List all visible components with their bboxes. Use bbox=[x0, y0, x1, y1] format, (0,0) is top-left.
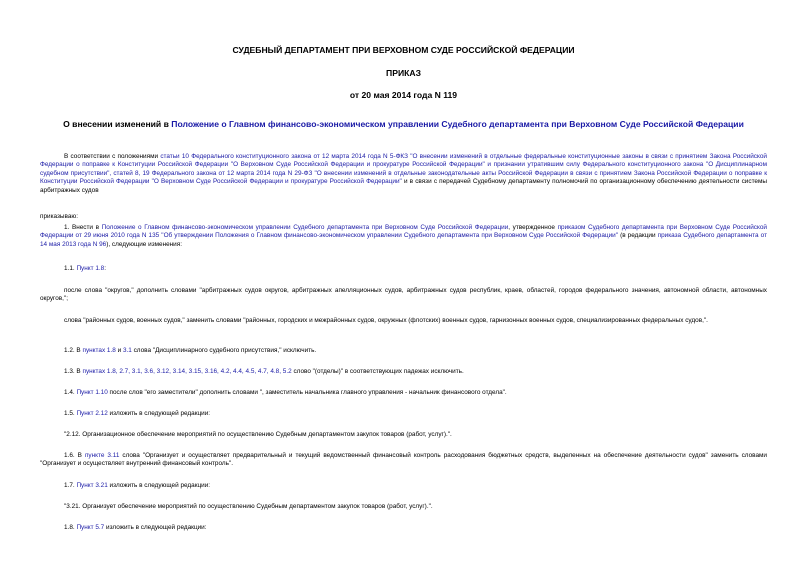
p14-link[interactable]: Пункт 1.10 bbox=[76, 389, 108, 396]
paragraph-1-7-quote: "3.21. Организует обеспечение мероприятий по осуществлению Судебным департаментом закупок товаров (работ, услуг).". bbox=[64, 503, 433, 510]
p16-text-b: слова "Организует и осуществляет предварительный и текущий ведомственный финансовый контроль расходования бюджетных средств, выделенных на обеспечение деятельности судов" заменить словами "Организует и осуществляет внутренний финансовый контроль". bbox=[40, 452, 767, 468]
paragraph-1-5-quote: "2.12. Организационное обеспечение мероприятий по осуществлению Судебным департаментом закупок товаров (работ, услуг).". bbox=[64, 431, 452, 438]
paragraph-1-8 bbox=[40, 524, 767, 532]
p1-text-d: ), следующие изменения: bbox=[106, 240, 182, 248]
p15-text-b: изложить в следующей редакции: bbox=[107, 410, 211, 417]
p1-text-b: , утвержденное bbox=[508, 224, 558, 231]
p12-link-1[interactable]: пунктах 1.8 bbox=[82, 347, 116, 354]
p18-text-a: 1.8. bbox=[64, 524, 77, 531]
paragraph-1-1 bbox=[40, 265, 767, 273]
intro-link[interactable]: статьи 10 Федерального конституционного закона от 12 марта 2014 года N 5-ФКЗ "О внесении изменений в отдельные федеральные конституционные законы в связи с принятием Закона Российской Федерации о поправке к Конституции Российской Федерации "О Верховном Суде Российской Федерации и прокуратуре Российской Федерации" и признании утратившим силу Федерального конституционного закона "О Дисциплинарном судебном присутствии", статей 8, 19 Федерального закона от 12 марта 2014 года N 29-ФЗ "О внесении изменений в отдельные законодательные акты Российской Федерации в связи с принятием Закона Российской Федерации о поправке к Конституции Российской Федерации "О Верховном Суде Российской Федерации и прокуратуре Российской Федерации" bbox=[40, 153, 767, 186]
p15-link[interactable]: Пункт 2.12 bbox=[76, 410, 108, 417]
p12-link-2[interactable]: 3.1 bbox=[122, 347, 132, 354]
paragraph-1 bbox=[40, 224, 767, 249]
title-link[interactable]: Положение о Главном финансово-экономическом управлении Судебного департамента при Верховном Суде Российской Федерации bbox=[171, 119, 744, 129]
p14-text-b: после слов "его заместители" дополнить словами ", заместитель начальника главного управления - начальник финансового отдела". bbox=[107, 389, 507, 396]
paragraph-1-6 bbox=[40, 452, 767, 469]
p16-link[interactable]: пункте 3.11 bbox=[84, 452, 120, 459]
document-title bbox=[0, 119, 807, 129]
p1-link-order-96[interactable]: приказа Судебного департамента от 14 мая 2013 года N 96 bbox=[40, 232, 768, 248]
p11-text-a: 1.1. bbox=[64, 265, 77, 272]
p16-text-a: 1.6. В bbox=[64, 452, 85, 459]
header-doc-type: ПРИКАЗ bbox=[386, 68, 421, 78]
p15-text-a: 1.5. bbox=[64, 410, 77, 417]
p13-text-a: 1.3. В bbox=[64, 368, 83, 375]
p1-link-regulation[interactable]: Положение о Главном финансово-экономическом управлении Судебного департамента при Верховном Суде Российской Федерации bbox=[101, 224, 509, 231]
paragraph-1-7 bbox=[40, 482, 767, 490]
p1-text-c: (в редакции bbox=[618, 232, 658, 240]
p12-text-c: слова "Дисциплинарного судебного присутствия," исключить. bbox=[131, 347, 317, 354]
paragraph-1-3 bbox=[40, 368, 767, 376]
p13-link[interactable]: пунктах 1.8, 2.7, 3.1, 3.6, 3.12, 3.14, 3.15, 3.16, 4.2, 4.4, 4.5, 4.7, 4.8, 5.2 bbox=[82, 368, 292, 375]
p17-link[interactable]: Пункт 3.21 bbox=[76, 482, 108, 489]
p13-text-b: слово "(отделы)" в соответствующих падежах исключить. bbox=[291, 368, 464, 375]
header-org: СУДЕБНЫЙ ДЕПАРТАМЕНТ ПРИ ВЕРХОВНОМ СУДЕ РОССИЙСКОЙ ФЕДЕРАЦИИ bbox=[232, 45, 575, 55]
preamble-paragraph bbox=[40, 153, 767, 195]
paragraph-1-4 bbox=[40, 389, 767, 397]
intro-text-b: и в связи с передачей Судебному департаменту полномочий по организационному обеспечению деятельности системы арбитражных судов bbox=[40, 178, 767, 194]
intro-text-a: В соответствии с положениями bbox=[64, 153, 161, 160]
p1-link-order-135[interactable]: приказом Судебного департамента при Верховном Суде Российской Федерации от 29 июня 2010 года N 135 "Об утверждении Положения о Главном финансово-экономическом управлении Судебного департамента при Верховном Суде Российской Федерации" bbox=[40, 224, 767, 240]
paragraph-1-1-item-1: после слова "округов," дополнить словами "арбитражных судов округов, арбитражных апелляционных судов, арбитражных судов республик, краев, областей, городов федерального значения, автономной области, автономных округов,"; bbox=[40, 287, 767, 303]
title-prefix: О внесении изменений в bbox=[63, 119, 172, 129]
paragraph-1-2 bbox=[40, 347, 767, 355]
p11-text-b: : bbox=[104, 265, 106, 272]
header-date-number: от 20 мая 2014 года N 119 bbox=[349, 90, 458, 100]
p11-link[interactable]: Пункт 1.8 bbox=[76, 265, 105, 272]
p18-text-b: изложить в следующей редакции: bbox=[104, 524, 207, 531]
p12-text-a: 1.2. В bbox=[64, 347, 83, 354]
p17-text-a: 1.7. bbox=[64, 482, 77, 489]
paragraph-1-1-item-2: слова "районных судов, военных судов," заменить словами "районных, городских и межрайонных судов, окружных (флотских) военных судов, гарнизонных военных судов, специализированных федеральных судов,". bbox=[64, 317, 708, 324]
p14-text-a: 1.4. bbox=[64, 389, 77, 396]
paragraph-1-5 bbox=[40, 410, 767, 418]
p12-text-b: и bbox=[115, 347, 123, 354]
p17-text-b: изложить в следующей редакции: bbox=[107, 482, 211, 489]
order-word: приказываю: bbox=[40, 213, 78, 220]
p18-link[interactable]: Пункт 5.7 bbox=[76, 524, 105, 531]
p1-text-a: 1. Внести в bbox=[64, 224, 102, 231]
